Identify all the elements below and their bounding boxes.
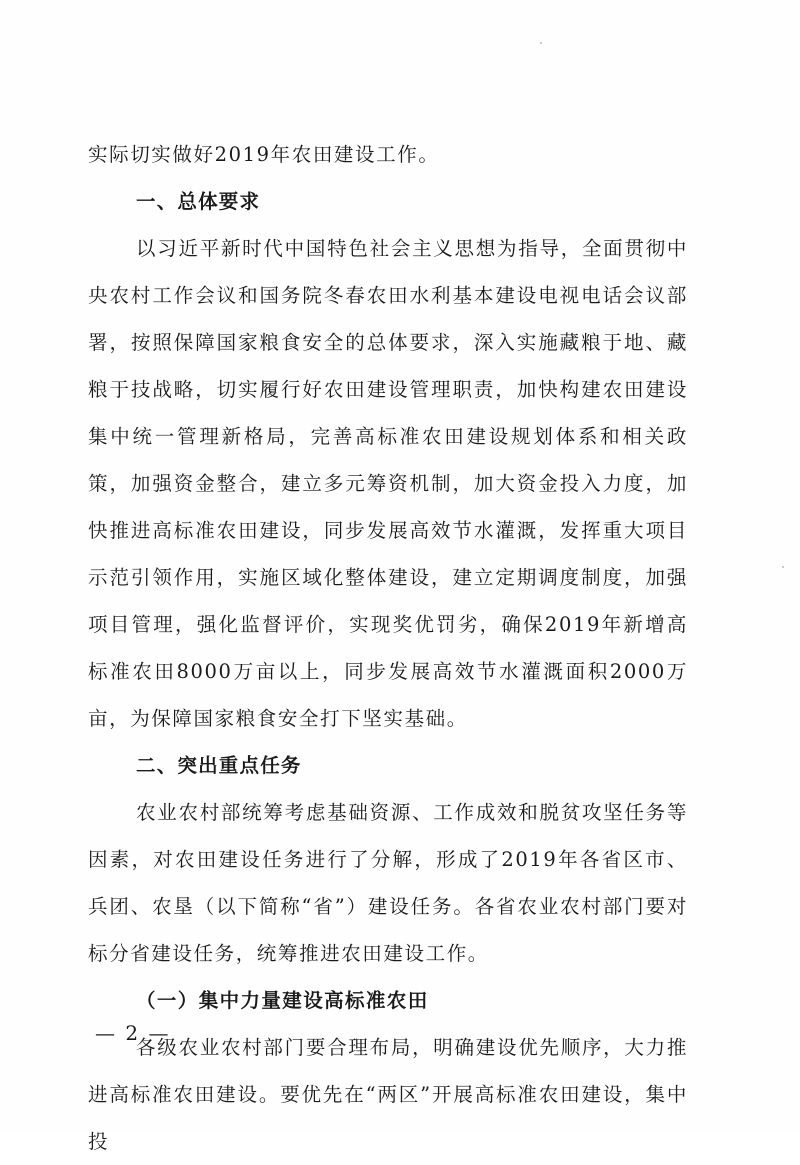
document-body (88, 131, 688, 1165)
subsection-heading-high-standard-farmland: （一）集中力量建设高标准农田 (136, 989, 429, 1012)
page-number: — 2 — (95, 1021, 171, 1045)
section-heading-general-requirements: 一、总体要求 (136, 190, 261, 213)
key-tasks-paragraph: 农业农村部统筹考虑基础资源、工作成效和脱贫攻坚任务等因素，对农田建设任务进行了分解，形成了2019年各省区市、兵团、农垦（以下简称“省”）建设任务。各省农业农村部门要对标分省建设任务，统筹推进农田建设工作。 (88, 801, 688, 965)
scan-speck (540, 42, 542, 44)
general-requirements-paragraph: 以习近平新时代中国特色社会主义思想为指导，全面贯彻中央农村工作会议和国务院冬春农田水利基本建设电视电话会议部署，按照保障国家粮食安全的总体要求，深入实施藏粮于地、藏粮于技战略，切实履行好农田建设管理职责，加快构建农田建设集中统一管理新格局，完善高标准农田建设规划体系和相关政策，加强资金整合，建立多元筹资机制，加大资金投入力度，加快推进高标准农田建设，同步发展高效节水灌溉，发挥重大项目示范引领作用，实施区域化整体建设，建立定期调度制度，加强项目管理，强化监督评价，实现奖优罚劣，确保2019年新增高标准农田8000万亩以上，同步发展高效节水灌溉面积2000万亩，为保障国家粮食安全打下坚实基础。 (88, 237, 688, 730)
intro-continuation-paragraph: 实际切实做好2019年农田建设工作。 (88, 143, 440, 166)
section-heading-key-tasks: 二、突出重点任务 (136, 754, 302, 777)
scan-speck (782, 566, 784, 568)
high-standard-farmland-paragraph: 各级农业农村部门要合理布局，明确建设优先顺序，大力推进高标准农田建设。要优先在“两区”开展高标准农田建设，集中投 (88, 1036, 688, 1153)
